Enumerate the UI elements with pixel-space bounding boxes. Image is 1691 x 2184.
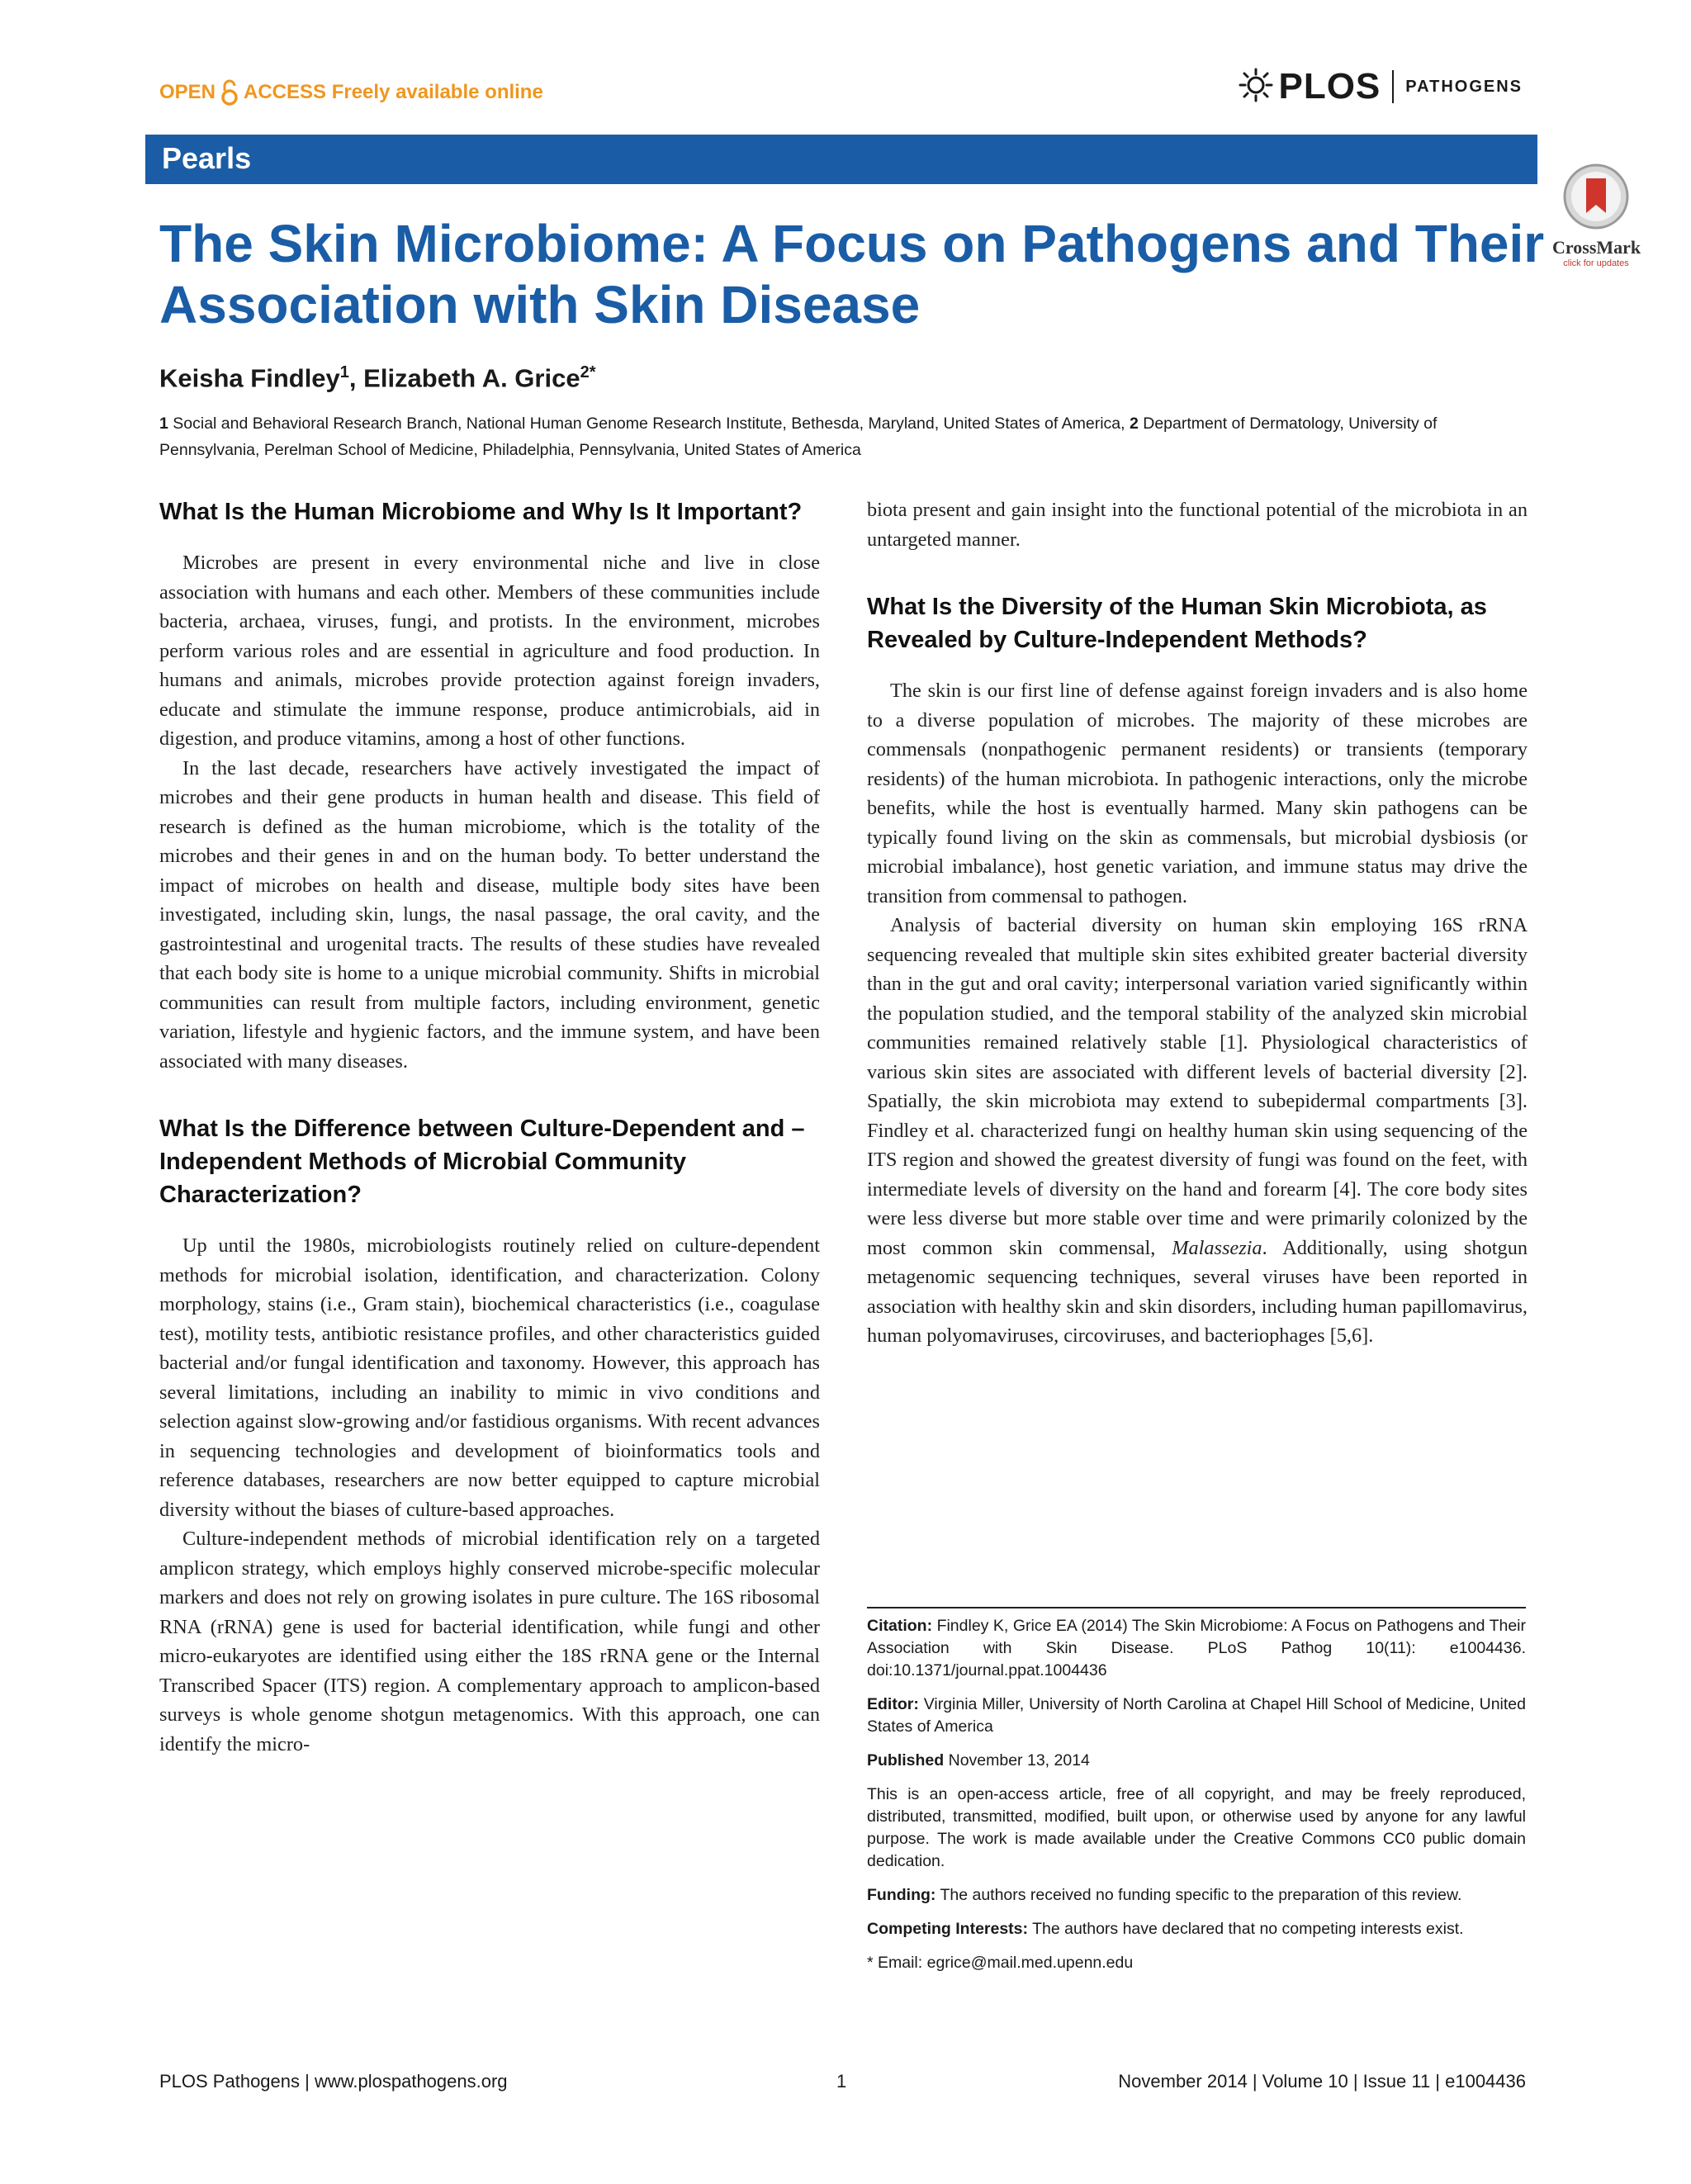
affiliation-text: Department of Dermatology, University of Pennsylvania, Perelman School of Medicine, Philadelphia, Pennsylvania, United States of America — [159, 415, 1438, 459]
open-access-prefix: OPEN — [159, 81, 216, 103]
section-heading: What Is the Diversity of the Human Skin Microbiota, as Revealed by Culture-Independent Methods? — [867, 594, 1487, 653]
citation-label: Citation: — [867, 1617, 933, 1635]
left-column — [159, 495, 820, 1759]
crossmark-badge[interactable] — [1552, 162, 1640, 268]
published-date: November 13, 2014 — [944, 1751, 1090, 1769]
competing-interests — [867, 1918, 1526, 1940]
citation-text: Findley K, Grice EA (2014) The Skin Microbiome: A Focus on Pathogens and Their Association with Skin Disease. PLoS Pathog 10(11): e1004436. doi:10.1371/journal.ppat.1004436 — [867, 1617, 1526, 1679]
funding-label: Funding: — [867, 1886, 936, 1904]
plos-burst-icon — [1239, 68, 1273, 107]
funding — [867, 1884, 1526, 1907]
body-paragraph: Culture-independent methods of microbial identification rely on a targeted amplicon strategy, which employs highly conserved microbe-specific molecular markers and does not rely on growing isolates in pure culture. The 16S ribosomal RNA (rRNA) gene is used for bacterial identification, while fungi and other micro-eukaryotes are identified using either the 18S rRNA gene or the Internal Transcribed Spacer (ITS) region. A complementary approach to amplicon-based surveys is whole genome shotgun metagenomics. With this approach, one can identify the micro- — [159, 1528, 820, 1755]
author-list — [159, 363, 596, 393]
published — [867, 1750, 1526, 1772]
page-number: 1 — [836, 2071, 847, 2092]
author-name[interactable]: Keisha Findley — [159, 363, 340, 393]
author-name[interactable]: Elizabeth A. Grice — [363, 363, 580, 393]
citation — [867, 1615, 1526, 1682]
affiliation-text: Social and Behavioral Research Branch, National Human Genome Research Institute, Bethesda, Maryland, United States of America, — [168, 415, 1130, 433]
body-paragraph: The skin is our first line of defense against foreign invaders and is also home to a diverse population of microbes. The majority of these microbes are commensals (nonpathogenic permanent residents) or transients (temporary residents) of the human microbiota. In pathogenic interactions, only the microbe benefits, while the host is eventually harmed. Many skin pathogens can be typically found living on the skin as commensals, but microbial dysbiosis (or microbial imbalance), host genetic variation, and immune status may drive the transition from commensal to pathogen. — [867, 680, 1528, 907]
competing-label: Competing Interests: — [867, 1920, 1029, 1938]
body-paragraph — [867, 911, 1528, 1351]
editor-label: Editor: — [867, 1695, 919, 1713]
section-heading: What Is the Difference between Culture-Dependent and –Independent Methods of Microbial Community Characterization? — [159, 1116, 805, 1208]
editor-text: Virginia Miller, University of North Carolina at Chapel Hill School of Medicine, United States of America — [867, 1695, 1526, 1736]
paragraph-text: Analysis of bacterial diversity on human skin employing 16S rRNA sequencing revealed that multiple skin sites exhibited greater bacterial diversity than in the gut and oral cavity; interpersonal variation varied significantly within the population studied, and the temporal stability of the analyzed skin microbial communities remained relatively stable [1]. Physiological characteristics of various skin sites are associated with different levels of bacterial diversity [2]. Spatially, the skin microbiota may extend to subepidermal compartments [3]. Findley et al. characterized fungi on healthy human skin using sequencing of the ITS region and showed the greatest diversity of fungi was found on the feet, with intermediate levels of diversity on the hand and forearm [4]. The core body sites were less diverse but more stable over time and were primarily colonized by the most common skin commensal, — [867, 914, 1528, 1259]
author-separator: , — [348, 363, 364, 393]
affiliations — [159, 410, 1530, 463]
section-label: Pearls — [162, 141, 252, 175]
affiliation-number: 1 — [159, 415, 168, 433]
plos-logo[interactable] — [1239, 66, 1523, 107]
corresponding-email[interactable]: * Email: egrice@mail.med.upenn.edu — [867, 1954, 1134, 1972]
section-banner — [145, 135, 1537, 184]
license: This is an open-access article, free of all copyright, and may be freely reproduced, distributed, transmitted, modified, built upon, or otherwise used by anyone for any lawful purpose. The work is made available under the Creative Commons CC0 public domain dedication. — [867, 1785, 1526, 1870]
crossmark-icon — [1561, 220, 1631, 235]
genus-name: Malassezia — [1172, 1236, 1262, 1259]
open-access-label — [159, 79, 543, 106]
body-paragraph: Up until the 1980s, microbiologists routinely relied on culture-dependent methods for microbial isolation, identification, and characterization. Colony morphology, stains (i.e., Gram stain), biochemical characteristics (i.e., coagulase test), motility tests, antibiotic resistance profiles, and other characteristics guided bacterial and/or fungal identification and taxonomy. However, this approach has several limitations, including an inability to mimic in vivo conditions and selection against slow-growing and/or fastidious organisms. With recent advances in sequencing technologies and development of bioinformatics tools and reference databases, researchers are now better equipped to capture microbial diversity without the biases of culture-based approaches. — [159, 1234, 820, 1521]
competing-text: The authors have declared that no competing interests exist. — [1028, 1920, 1464, 1938]
author-affil-marker: 2* — [580, 363, 596, 381]
body-paragraph: Microbes are present in every environmental niche and live in close association with humans and each other. Members of these communities include bacteria, archaea, viruses, fungi, and protists. In the environment, microbes perform various roles and are essential in agriculture and food production. In humans and animals, microbes provide protection against foreign invaders, educate and stimulate the immune response, produce antimicrobials, aid in digestion, and produce vitamins, among a host of other functions. — [159, 552, 820, 750]
open-access-suffix: ACCESS Freely available online — [244, 81, 543, 103]
editor — [867, 1694, 1526, 1738]
footer-issue-info: November 2014 | Volume 10 | Issue 11 | e1004436 — [1118, 2071, 1526, 2092]
open-lock-icon — [220, 79, 239, 106]
article-metadata — [867, 1607, 1526, 1986]
right-column — [867, 495, 1528, 1351]
footer-journal-link[interactable]: PLOS Pathogens | www.plospathogens.org — [159, 2071, 508, 2092]
logo-divider — [1392, 70, 1394, 103]
crossmark-label: CrossMark — [1552, 237, 1641, 258]
crossmark-sublabel: click for updates — [1563, 258, 1629, 268]
article-title: The Skin Microbiome: A Focus on Pathogens and Their Association with Skin Disease — [159, 214, 1545, 334]
funding-text: The authors received no funding specific to the preparation of this review. — [935, 1886, 1462, 1904]
author-affil-marker: 1 — [339, 363, 349, 381]
section-heading: What Is the Human Microbiome and Why Is It Important? — [159, 499, 803, 525]
published-label: Published — [867, 1751, 945, 1769]
affiliation-number: 2 — [1129, 415, 1139, 433]
journal-name: PATHOGENS — [1405, 77, 1523, 96]
body-paragraph: In the last decade, researchers have actively investigated the impact of microbes and their gene products in human health and disease. This field of research is defined as the human microbiome, which is the totality of the microbes and their genes in and on the human body. To better understand the impact of microbes on health and disease, multiple body sites have been investigated, including skin, lungs, the nasal passage, the oral cavity, and the gastrointestinal and urogenital tracts. The results of these studies have revealed that each body site is home to a unique microbial community. Shifts in microbial communities can result from multiple factors, including environment, genetic variation, lifestyle and hygienic factors, and the immune system, and have been associated with many diseases. — [159, 756, 820, 1073]
publisher-name: PLOS — [1278, 66, 1381, 107]
paragraph-text: . Additionally, using shotgun metagenomic sequencing techniques, several viruses have been reported in association with healthy skin and skin disorders, including human papillomavirus, human polyomaviruses, circoviruses, and bacteriophages [5,6]. — [867, 1236, 1528, 1347]
body-paragraph: biota present and gain insight into the functional potential of the microbiota in an untargeted manner. — [867, 499, 1528, 551]
